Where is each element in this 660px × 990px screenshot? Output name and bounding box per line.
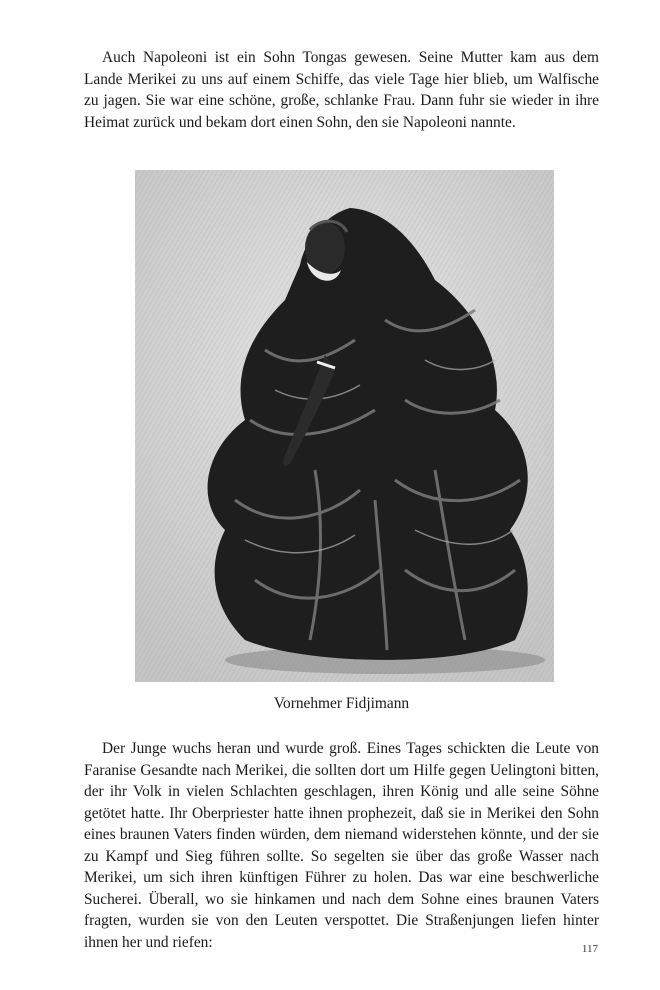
figure-caption: Vornehmer Fidjimann xyxy=(273,695,410,712)
paragraph-napoleoni: Auch Napoleoni ist ein Sohn Tongas gewesen. Seine Mutter kam aus dem Lande Merikei zu uns auf einem Schiffe, das viele Tage hier blieb, um Walfische zu jagen. Sie war eine schöne, große, schlanke Frau. Dann fuhr sie wieder in ihre Heimat zurück und bekam dort einen Sohn, den sie Napoleoni nannte. xyxy=(84,49,599,131)
engraving-image xyxy=(135,170,554,682)
illustration-fijian-man xyxy=(135,170,554,682)
paragraph-junge: Der Junge wuchs heran und wurde groß. Eines Tages schickten die Leute von Faranise Gesandte nach Merikei, die sollten dort um Hilfe gegen Uelingtoni bitten, der ihr Volk in vielen Schlachten geschlagen, ihren König und alle seine Söhne getötet hatte. Ihr Oberpriester hatte ihnen prophezeit, daß sie in Merikei den Sohn eines braunen Vaters finden würden, dem niemand widerstehen könnte, und der sie zu Kampf und Sieg führen sollte. So segelten sie über das große Wasser nach Merikei, um sich ihren künftigen Führer zu holen. Das war eine beschwerliche Sucherei. Überall, wo sie hinkamen und nach dem Sohne eines braunen Vaters fragten, wurden sie von den Leuten verspottet. Die Straßenjungen liefen hinter ihnen her und riefen: xyxy=(84,740,599,951)
page-number: 117 xyxy=(581,943,598,955)
